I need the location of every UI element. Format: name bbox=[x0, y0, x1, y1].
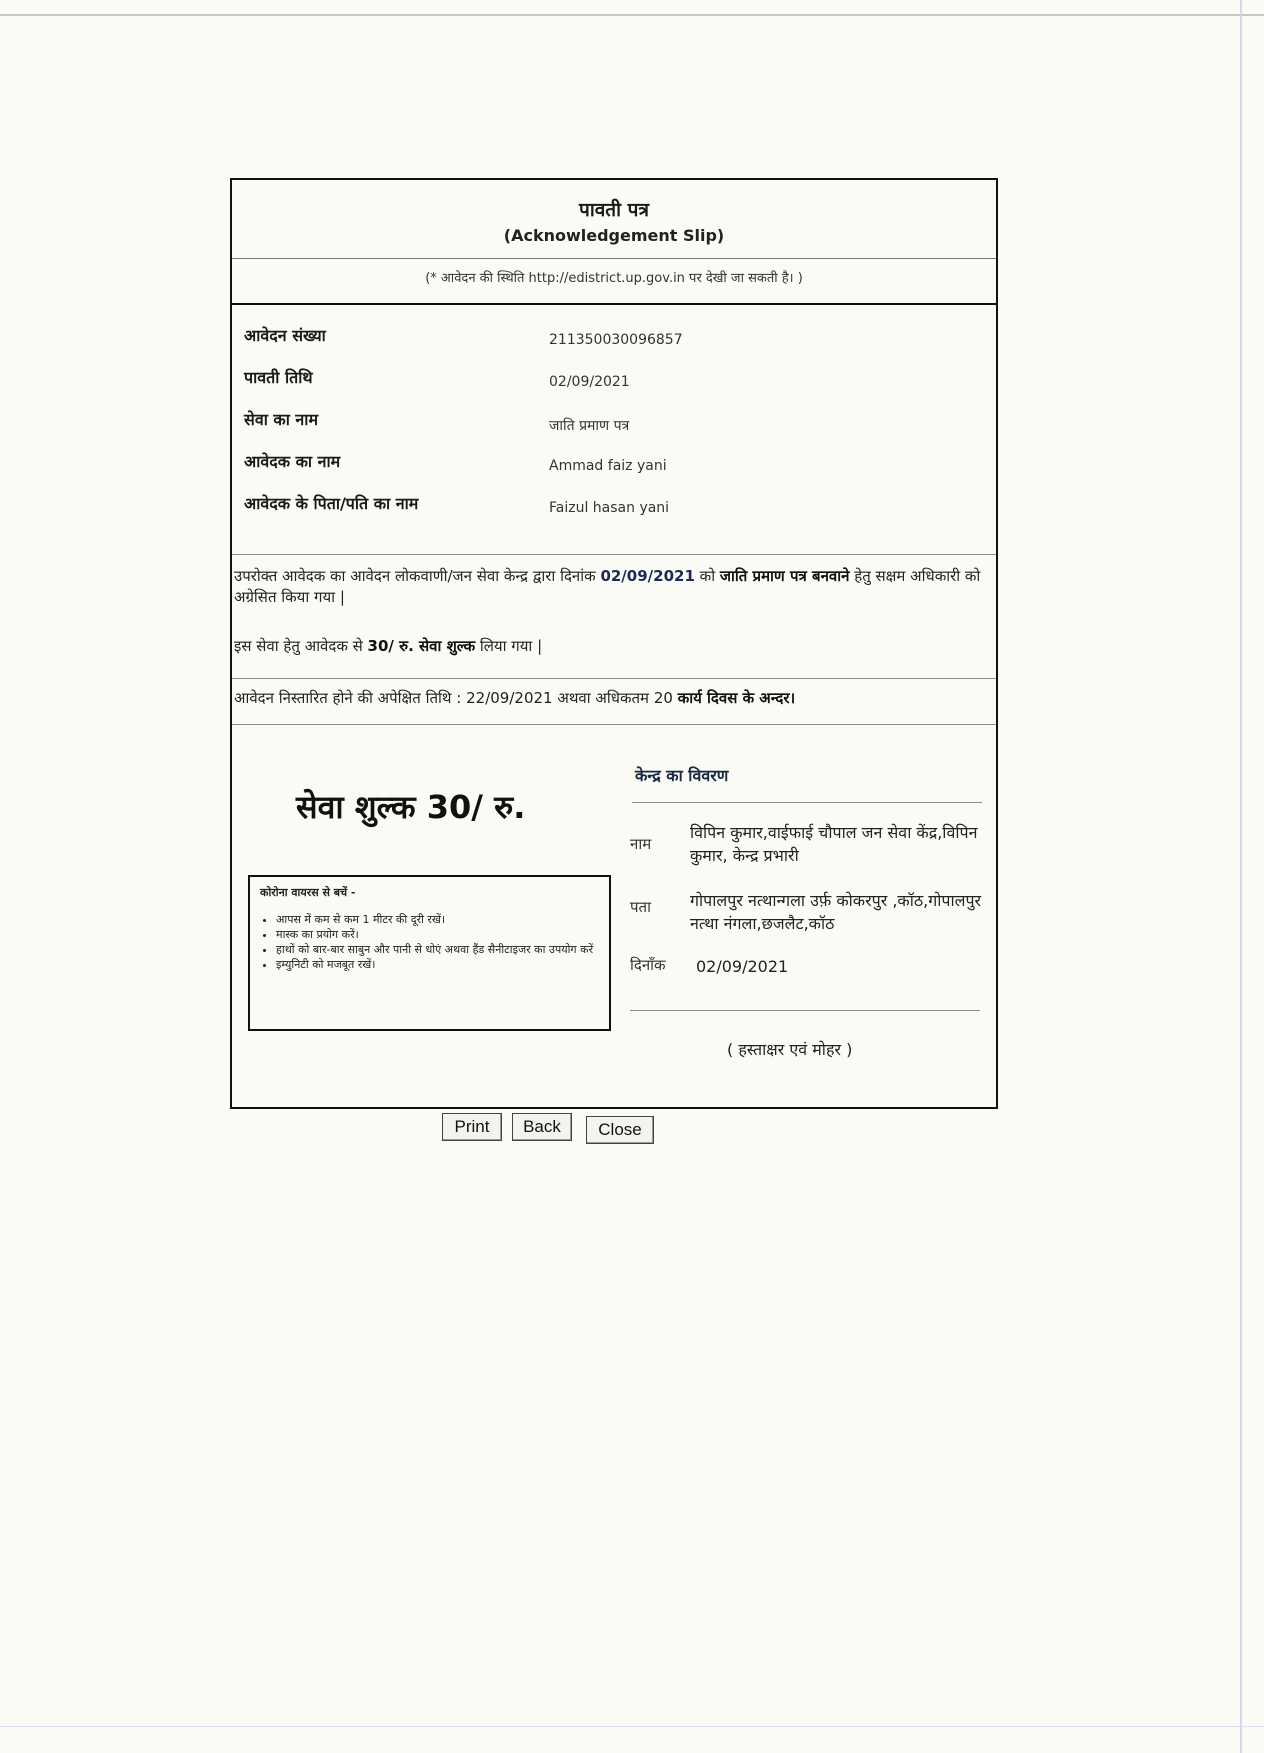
field-value: 02/09/2021 bbox=[549, 374, 630, 390]
field-service-name bbox=[244, 408, 984, 438]
center-name-value: विपिन कुमार,वाईफाई चौपाल जन सेवा केंद्र,विपिन कुमार, केन्द्र प्रभारी bbox=[690, 823, 978, 865]
acknowledgement-slip bbox=[230, 178, 998, 1109]
center-name-label: नाम bbox=[630, 835, 652, 853]
back-button[interactable]: Back bbox=[512, 1113, 572, 1141]
center-date-label: दिनाँक bbox=[630, 956, 666, 974]
forward-text-1: उपरोक्त आवेदक का आवेदन लोकवाणी/जन सेवा केन्द्र द्वारा दिनांक bbox=[234, 567, 596, 585]
list-item: • हाथों को बार-बार साबुन और पानी से धोएं अथवा हैंड सैनीटाइजर का उपयोग करें bbox=[276, 942, 599, 957]
forward-text-3: हेतु सक्षम अधिकारी को अग्रेसित किया गया | bbox=[234, 567, 981, 606]
service-fee-heading: सेवा शुल्क 30/ रु. bbox=[296, 788, 526, 826]
field-value: Faizul hasan yani bbox=[549, 500, 670, 516]
center-divider bbox=[632, 802, 982, 803]
fee-amount: 30/ रु. सेवा शुल्क bbox=[367, 637, 476, 655]
field-applicant-name bbox=[244, 450, 984, 480]
field-parent-name bbox=[244, 492, 984, 522]
print-button[interactable]: Print bbox=[442, 1113, 502, 1141]
forward-date: 02/09/2021 bbox=[600, 567, 695, 585]
field-label: पावती तिथि bbox=[244, 368, 313, 387]
corona-list bbox=[260, 912, 599, 972]
fee-statement bbox=[232, 636, 998, 657]
field-label: आवेदन संख्या bbox=[244, 326, 326, 345]
scan-edge-top bbox=[0, 14, 1264, 16]
forward-service: जाति प्रमाण पत्र बनवाने bbox=[719, 567, 850, 585]
field-label: आवेदक के पिता/पति का नाम bbox=[244, 494, 419, 513]
header-divider bbox=[232, 258, 996, 259]
center-date-value: 02/09/2021 bbox=[696, 957, 789, 976]
slip-title-hindi: पावती पत्र bbox=[579, 199, 649, 221]
field-value: Ammad faiz yani bbox=[549, 458, 667, 474]
center-details-title: केन्द्र का विवरण bbox=[635, 766, 729, 785]
field-label: सेवा का नाम bbox=[244, 410, 319, 429]
expected-date: 22/09/2021 bbox=[466, 689, 553, 707]
field-value: 211350030096857 bbox=[549, 332, 683, 348]
status-note: (* आवेदन की स्थिति http://edistrict.up.gov.in पर देखी जा सकती है। ) bbox=[425, 271, 803, 286]
fee-text-2: लिया गया | bbox=[479, 637, 543, 655]
scan-edge-bottom bbox=[0, 1726, 1264, 1727]
signature-line bbox=[630, 1010, 980, 1011]
section-divider bbox=[232, 724, 996, 725]
close-button[interactable]: Close bbox=[586, 1116, 654, 1144]
slip-header bbox=[232, 180, 996, 305]
scan-edge-right bbox=[1240, 0, 1242, 1753]
forward-text-2: को bbox=[699, 567, 716, 585]
center-address-label: पता bbox=[630, 898, 651, 916]
expected-days: 20 bbox=[653, 689, 673, 707]
field-value: जाति प्रमाण पत्र bbox=[549, 418, 630, 434]
center-address-value: गोपालपुर नत्थान्गला उर्फ़ कोकरपुर ,कॉठ,गोपालपुर नत्था नंगला,छजलैट,कॉठ bbox=[690, 891, 982, 933]
expected-suffix: कार्य दिवस के अन्दर। bbox=[677, 689, 796, 707]
expected-date-line bbox=[232, 688, 998, 709]
list-item: • इम्युनिटी को मजबूत रखें। bbox=[276, 957, 599, 972]
field-application-number bbox=[244, 324, 984, 354]
list-item: • मास्क का प्रयोग करें। bbox=[276, 927, 599, 942]
signature-caption: ( हस्ताक्षर एवं मोहर ) bbox=[727, 1040, 853, 1059]
expected-label: आवेदन निस्तारित होने की अपेक्षित तिथि : bbox=[234, 689, 462, 707]
corona-heading: कोरोना वायरस से बचें - bbox=[260, 886, 356, 899]
fee-text-1: इस सेवा हेतु आवेदक से bbox=[234, 637, 363, 655]
field-label: आवेदक का नाम bbox=[244, 452, 341, 471]
field-receipt-date bbox=[244, 366, 984, 396]
section-divider bbox=[232, 554, 996, 555]
forwarding-statement bbox=[232, 566, 998, 608]
corona-advisory-box bbox=[248, 875, 611, 1031]
list-item: • आपस में कम से कम 1 मीटर की दूरी रखें। bbox=[276, 912, 599, 927]
expected-or: अथवा अधिकतम bbox=[557, 689, 650, 707]
section-divider bbox=[232, 678, 996, 679]
slip-title-english: (Acknowledgement Slip) bbox=[503, 226, 725, 245]
